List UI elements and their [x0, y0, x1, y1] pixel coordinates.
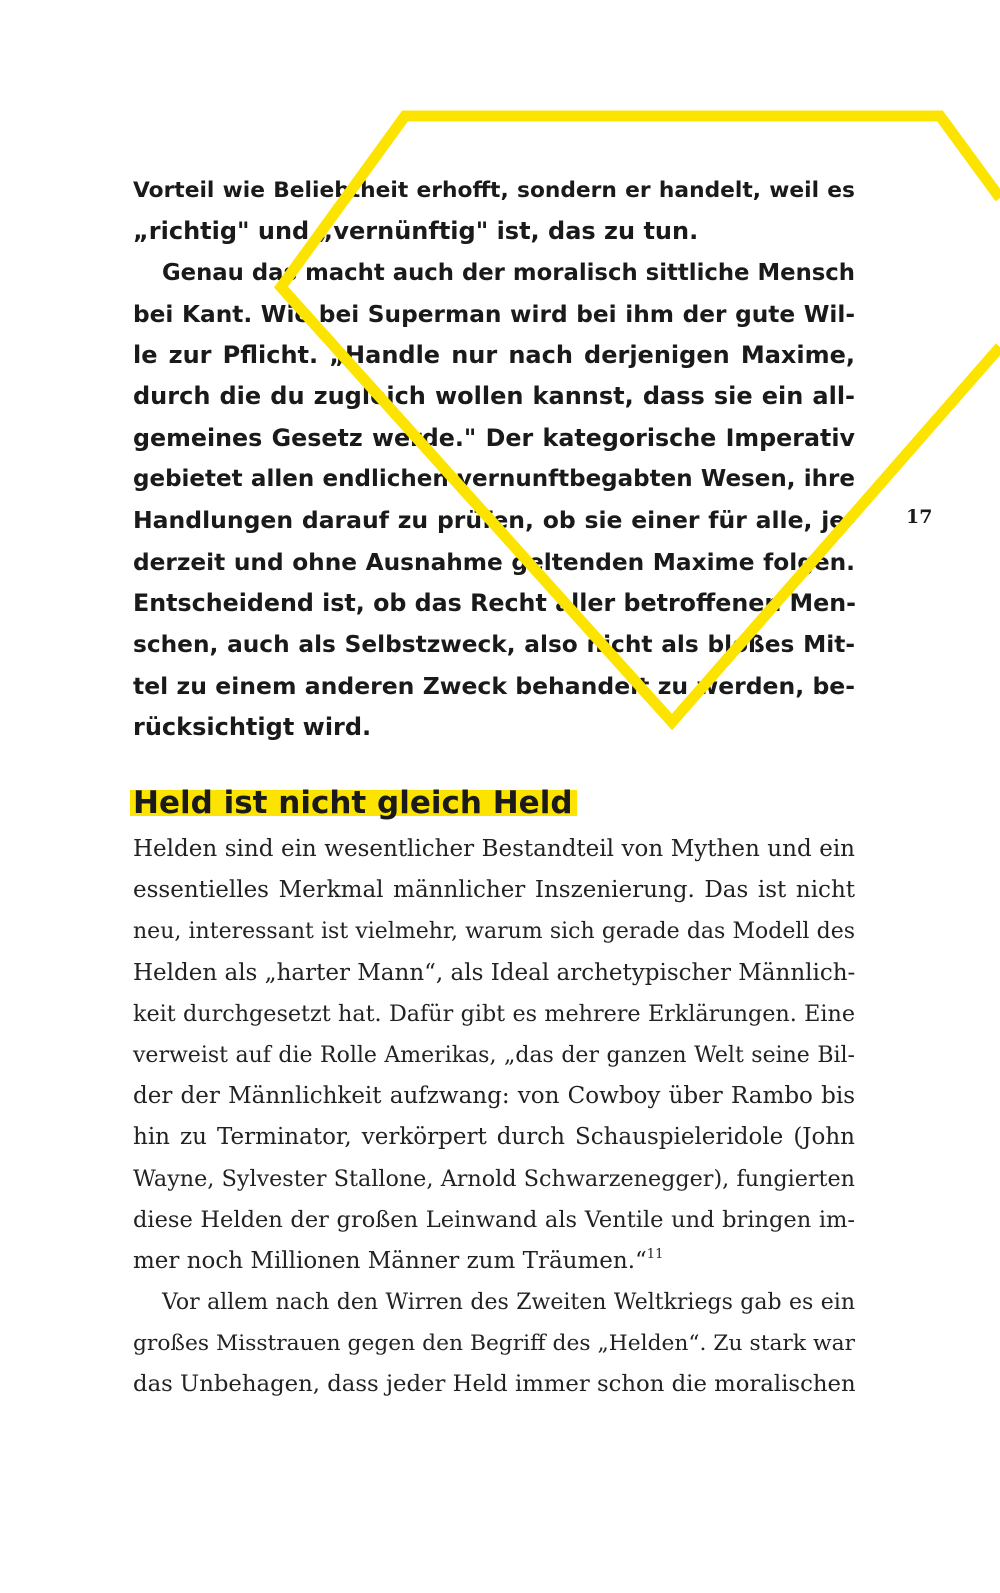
text-line: tel zu einem anderen Zweck behandelt zu werden, be- — [133, 671, 855, 700]
text-line: Helden als „harter Mann“, als Ideal archetypischer Männlich- — [133, 959, 856, 986]
text-line: schen, auch als Selbstzweck, also nicht als bloßes Mit- — [133, 631, 855, 659]
text-line: hin zu Terminator, verkörpert durch Schauspieleridole (John — [133, 1124, 855, 1151]
text-line: gebietet allen endlichen vernunftbegabten Wesen, ihre — [133, 466, 855, 493]
text-line: „richtig" und „vernünftig" ist, das zu tun. — [133, 217, 699, 246]
section-heading — [130, 782, 577, 824]
text-line-content: mer noch Millionen Männer zum Träumen.“ — [133, 1247, 647, 1274]
text-line: Wayne, Sylvester Stallone, Arnold Schwarzenegger), fungierten — [133, 1165, 855, 1192]
text-line: essentielles Merkmal männlicher Inszenierung. Das ist nicht — [133, 877, 855, 904]
text-line: das Unbehagen, dass jeder Held immer schon die moralischen — [133, 1371, 856, 1398]
paragraph-kant — [133, 170, 855, 748]
text-line: Genau das macht auch der moralisch sittliche Mensch — [162, 259, 855, 286]
text-line: gemeines Gesetz werde." Der kategorische Imperativ — [133, 423, 855, 452]
paragraph-heroes — [133, 829, 855, 1282]
text-line: le zur Pflicht. „Handle nur nach derjenigen Maxime, — [133, 341, 855, 370]
text-line: Handlungen darauf zu prüfen, ob sie einer für alle, je- — [133, 506, 855, 535]
text-line: großes Misstrauen gegen den Begriff des „Helden“. Zu stark war — [133, 1331, 855, 1357]
text-line: neu, interessant ist vielmehr, warum sich gerade das Modell des — [133, 919, 855, 945]
footnote-marker: 11 — [646, 1246, 664, 1262]
section-heading-text: Held ist nicht gleich Held — [130, 785, 577, 821]
text-line: Vor allem nach den Wirren des Zweiten Weltkriegs gab es ein — [162, 1290, 855, 1315]
text-line: verweist auf die Rolle Amerikas, „das der ganzen Welt seine Bil- — [133, 1042, 855, 1068]
text-line: der der Männlichkeit aufzwang: von Cowboy über Rambo bis — [133, 1083, 855, 1110]
paragraph-mistrust — [133, 1282, 855, 1406]
text-line: Vorteil wie Beliebtheit erhofft, sondern er handelt, weil es — [133, 178, 855, 203]
text-line: bei Kant. Wie bei Superman wird bei ihm der gute Wil- — [133, 300, 855, 328]
text-line: Entscheidend ist, ob das Recht aller betroffenen Men- — [133, 588, 857, 617]
text-line: durch die du zugleich wollen kannst, dass sie ein all- — [133, 382, 855, 411]
page-number: 17 — [906, 506, 933, 528]
text-line — [133, 1241, 855, 1282]
text-line: rücksichtigt wird. — [133, 712, 372, 741]
text-line: keit durchgesetzt hat. Dafür gibt es mehrere Erklärungen. Eine — [133, 1000, 855, 1027]
text-line: diese Helden der großen Leinwand als Ventile und bringen im- — [133, 1206, 855, 1233]
text-line: Helden sind ein wesentlicher Bestandteil von Mythen und ein — [133, 836, 855, 862]
text-line: derzeit und ohne Ausnahme geltenden Maxime folgen. — [133, 548, 855, 576]
